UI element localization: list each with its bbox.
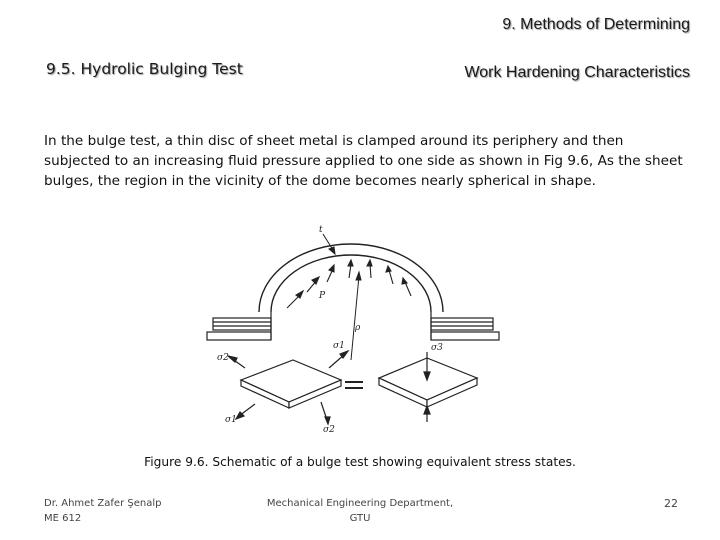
bulge-test-figure	[195, 220, 525, 440]
footer-course: ME 612	[44, 513, 82, 524]
body-paragraph: In the bulge test, a thin disc of sheet metal is clamped around its periphery and then subjected to an increasing fluid pressure applied to one side as shown in Fig 9.6, As the sheet bulges, the region in the vicinity of the dome becomes nearly spherical in shape.	[44, 133, 683, 189]
footer-university: GTU	[349, 513, 371, 524]
label-sigma1-top: σ1	[333, 341, 345, 351]
footer-author-block	[44, 496, 161, 526]
header-line-1: 9. Methods of Determining	[502, 16, 690, 33]
footer-author: Dr. Ahmet Zafer Şenalp	[44, 498, 162, 509]
radius-line	[351, 272, 361, 360]
bulge-dome	[259, 244, 443, 312]
section-title: 9.5. Hydrolic Bulging Test	[46, 60, 243, 78]
equivalent-stress-element	[379, 352, 477, 422]
page-number: 22	[664, 497, 678, 510]
biaxial-stress-element	[228, 351, 348, 424]
left-clamp	[207, 312, 271, 340]
label-sigma1-left: σ1	[225, 415, 237, 425]
equals-sign	[345, 382, 363, 388]
label-rho: ρ	[355, 323, 361, 333]
pressure-arrows	[287, 260, 411, 308]
label-sigma2-left: σ2	[217, 353, 229, 363]
figure-caption: Figure 9.6. Schematic of a bulge test showing equivalent stress states.	[144, 455, 576, 469]
header-line-2: Work Hardening Characteristics	[464, 64, 690, 81]
thickness-marker	[323, 234, 335, 254]
label-t: t	[319, 225, 323, 235]
label-sigma2-bottom: σ2	[323, 425, 335, 435]
footer-department-block	[240, 496, 480, 526]
label-p: P	[319, 291, 326, 301]
footer-department: Mechanical Engineering Department,	[266, 498, 454, 509]
right-clamp	[431, 312, 499, 340]
label-sigma3: σ3	[431, 343, 443, 353]
